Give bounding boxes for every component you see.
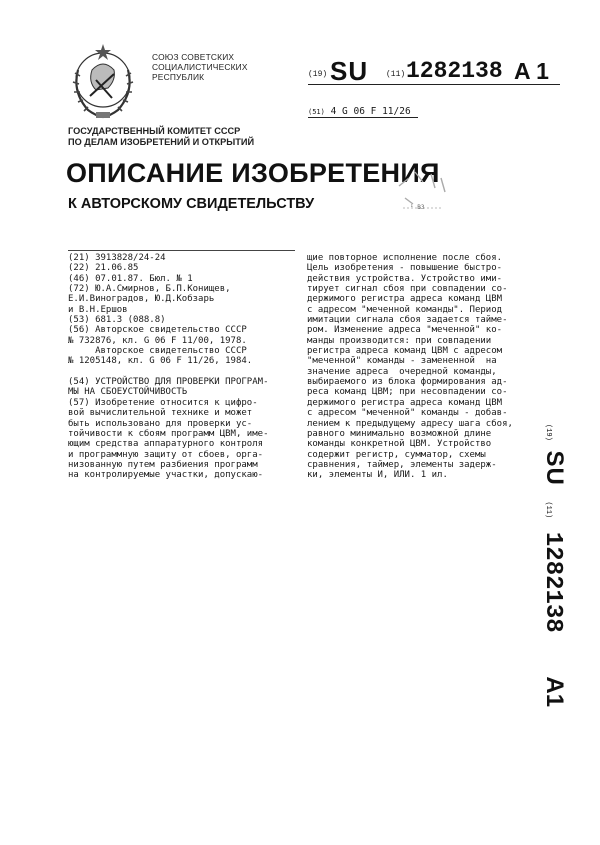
archive-stamp-icon [395,168,451,220]
text-line: Е.И.Виноградов, Ю.Д.Кобзарь [68,294,215,305]
text-line: № 732876, кл. G 06 F 11/00, 1978. [68,335,247,346]
text-line: и программную защиту от сбоев, орга- [68,449,264,460]
text-line: держимого регистра адреса команд ЦВМ [307,294,503,305]
text-line: содержит регистр, сумматор, схемы [307,449,486,460]
code-51: (51) [308,108,325,116]
vertical-number: 1282138 [539,531,566,633]
org-line: СОЦИАЛИСТИЧЕСКИХ [152,62,248,72]
text-line: № 1205148, кл. G 06 F 11/26, 1984. [68,356,253,367]
vertical-country: SU [541,450,568,486]
text-line: держимого регистра адреса команд ЦВМ [307,397,503,408]
bibliographic-column [68,253,298,481]
divider [68,250,295,251]
text-line: ки, элементы И, ИЛИ. 1 ил. [307,470,448,481]
document-subtitle: К АВТОРСКОМУ СВИДЕТЕЛЬСТВУ [68,196,315,212]
patent-kind: A 1 [514,58,549,84]
text-line: манды производится: при совпадении [307,335,492,346]
text-line: на контролируемые участки, допускаю- [68,470,264,481]
text-line: быть использовано для проверки ус- [68,418,253,429]
vertical-kind: A1 [541,676,568,708]
text-line: тойчивости к сбоям программ ЦВМ, име- [68,428,269,439]
text-line: (57) Изобретение относится к цифро- [68,397,258,408]
text-line: (22) 21.06.85 [68,263,139,274]
org-line: СОЮЗ СОВЕТСКИХ [152,52,235,62]
text-line: выбираемого из блока формирования ад- [307,377,508,388]
ipc-classification [308,106,418,118]
document-title: ОПИСАНИЕ ИЗОБРЕТЕНИЯ [66,158,440,188]
text-line: действия устройства. Устройство ими- [307,273,503,284]
text-line: имитации сигнала сбоя задается тайме- [307,315,508,326]
stamp-text: ¹ ВЗ [410,204,425,211]
text-line: команды конкретной ЦВМ. Устройство [307,439,492,450]
patent-number-header [308,56,560,86]
text-line: ром. Изменение адреса "меченной" ко- [307,325,503,336]
text-line: равного минимально возможной длине [307,428,492,439]
text-line: значение адреса очередной команды, [307,366,497,377]
text-line: щие повторное исполнение после сбоя. [307,253,503,263]
text-line: и В.Н.Ершов [68,304,128,315]
patent-number: 1282138 [406,58,503,84]
text-line: с адресом "меченной команды". Период [307,304,503,315]
ussr-emblem-icon [66,40,140,122]
code-19: (19) [308,70,328,79]
text-line: (21) 3913828/24-24 [68,253,166,263]
committee-line: ГОСУДАРСТВЕННЫЙ КОМИТЕТ СССР [68,126,241,136]
text-line: ющим средства аппаратурного контроля [68,439,264,450]
text-line: с адресом "меченной" команды - добав- [307,408,508,419]
text-line: (46) 07.01.87. Бюл. № 1 [68,273,193,284]
ipc-value: 4 G 06 F 11/26 [330,106,411,117]
text-line [68,367,298,377]
code-11: (11) [386,70,406,79]
text-line: (56) Авторское свидетельство СССР [68,325,247,336]
text-line: (54) УСТРОЙСТВО ДЛЯ ПРОВЕРКИ ПРОГРАМ- [68,377,269,388]
abstract-column [307,253,547,481]
text-line: МЫ НА СБОЕУСТОЙЧИВОСТЬ [68,387,188,398]
text-line: Авторское свидетельство СССР [68,346,247,357]
text-line: Цель изобретения - повышение быстро- [307,263,503,274]
issuing-country-block [152,52,248,82]
country-code: SU [330,56,369,86]
vertical-patent-label [538,424,568,708]
committee-block [68,126,254,147]
text-line: сравнения, таймер, элементы задерж- [307,459,497,470]
text-line: низованную путем разбиения программ [68,459,258,470]
text-line: тирует сигнал сбоя при совпадении со- [307,284,508,295]
text-line: вой вычислительной технике и может [68,408,253,419]
vertical-code-11: (11) [544,501,552,519]
text-line: (53) 681.3 (088.8) [68,315,166,326]
text-line: регистра адреса команд ЦВМ с адресом [307,346,503,357]
vertical-code-19: (19) [544,424,552,441]
text-line: лением к предыдущему адресу шага сбоя, [307,418,513,429]
text-line: реса команд ЦВМ; при несовпадении со- [307,387,508,398]
text-line: "меченной" команды - замененной на [307,356,497,367]
text-line: (72) Ю.А.Смирнов, Б.П.Конищев, [68,284,231,295]
org-line: РЕСПУБЛИК [152,72,205,82]
committee-line: ПО ДЕЛАМ ИЗОБРЕТЕНИЙ И ОТКРЫТИЙ [68,136,255,147]
